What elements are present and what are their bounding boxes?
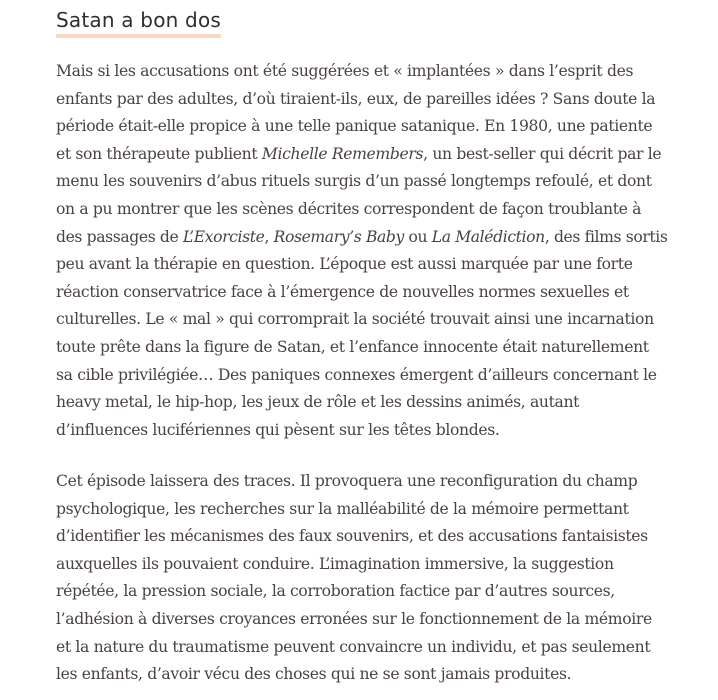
text-line bbox=[56, 141, 668, 169]
text-line: menu les souvenirs d’abus rituels surgis d’un passé longtemps refoulé, et dont bbox=[56, 172, 652, 191]
text-line: enfants par des adultes, d’où tiraient-ils, eux, de pareilles idées ? Sans doute la bbox=[56, 89, 656, 108]
text-line: les enfants, d’avoir vécu des choses qui ne se sont jamais produites. bbox=[56, 665, 572, 684]
text-segment: , un best-seller qui décrit par le bbox=[423, 144, 662, 163]
text-line: peu avant la thérapie en question. L’époque est aussi marquée par une forte bbox=[56, 255, 633, 274]
text-line: toute prête dans la figure de Satan, et l’enfance innocente était naturellement bbox=[56, 337, 649, 356]
text-line: réaction conservatrice face à l’émergence de nouvelles normes sexuelles et bbox=[56, 282, 629, 301]
paragraph-2 bbox=[56, 468, 652, 689]
film-title-exorciste: L’Exorciste bbox=[182, 227, 265, 246]
text-line: Cet épisode laissera des traces. Il provoquera une reconfiguration du champ bbox=[56, 472, 638, 490]
text-line: heavy metal, le hip-hop, les jeux de rôle et les dessins animés, autant bbox=[56, 393, 580, 412]
text-line: période était-elle propice à une telle panique satanique. En 1980, une patiente bbox=[56, 117, 653, 136]
text-line: culturelles. Le « mal » qui corromprait la société trouvait ainsi une incarnation bbox=[56, 310, 654, 329]
text-line: d’identifier les mécanismes des faux souvenirs, et des accusations fantaisistes bbox=[56, 527, 648, 546]
text-line: sa cible privilégiée… Des paniques connexes émergent d’ailleurs concernant le bbox=[56, 365, 657, 384]
text-line: psychologique, les recherches sur la malléabilité de la mémoire permettant bbox=[56, 499, 629, 518]
text-segment: , des films sortis bbox=[544, 227, 668, 246]
text-segment: , bbox=[264, 227, 274, 246]
text-line: l’adhésion à diverses croyances erronées sur le fonctionnement de la mémoire bbox=[56, 609, 652, 628]
text-line: et la nature du traumatisme peuvent convaincre un individu, et pas seulement bbox=[56, 637, 651, 656]
text-line: répétée, la pression sociale, la corroboration factice par d’autres sources, bbox=[56, 582, 615, 601]
text-line: auxquelles ils pouvaient conduire. L’imagination immersive, la suggestion bbox=[56, 554, 614, 573]
text-line: on a pu montrer que les scènes décrites correspondent de façon troublante à bbox=[56, 199, 642, 218]
text-line bbox=[56, 224, 668, 252]
book-title-michelle-remembers: Michelle Remembers bbox=[261, 144, 424, 163]
text-segment: et son thérapeute publient bbox=[56, 144, 262, 163]
text-line: d’influences lucifériennes qui pèsent sur les têtes blondes. bbox=[56, 420, 500, 439]
paragraph-1 bbox=[56, 58, 668, 444]
text-segment: des passages de bbox=[56, 227, 183, 246]
section-heading: Satan a bon dos bbox=[56, 7, 221, 38]
text-line: Mais si les accusations ont été suggérées et « implantées » dans l’esprit des bbox=[56, 62, 634, 80]
film-title-rosemarys-baby: Rosemary’s Baby bbox=[273, 227, 404, 246]
text-segment: ou bbox=[403, 227, 432, 246]
film-title-la-malediction: La Malédiction bbox=[431, 227, 545, 246]
section-heading-wrapper bbox=[56, 7, 221, 38]
